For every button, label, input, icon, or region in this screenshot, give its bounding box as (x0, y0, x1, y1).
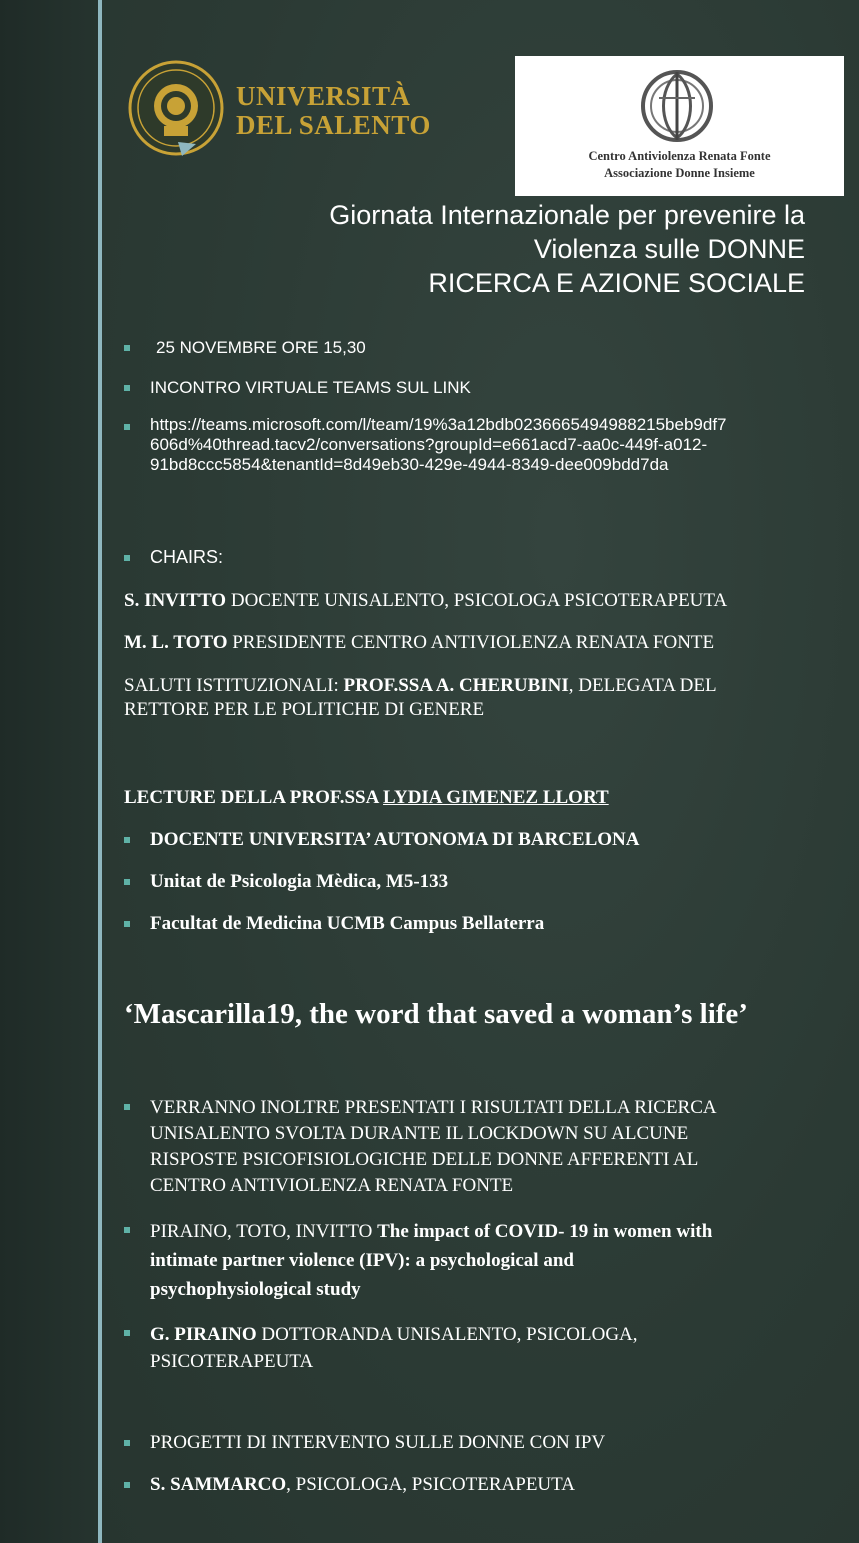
lecture-title: ‘Mascarilla19, the word that saved a woman’s life’ (124, 998, 748, 1030)
bullet-icon (124, 837, 130, 843)
teams-link[interactable] (150, 415, 727, 475)
university-seal-icon (128, 60, 224, 156)
left-stripe (0, 0, 100, 1543)
chair-2-name: M. L. TOTO (124, 632, 228, 653)
event-meeting: INCONTRO VIRTUALE TEAMS SUL LINK (150, 378, 471, 397)
lecture-speaker: LYDIA GIMENEZ LLORT (383, 787, 609, 808)
centro-name: Centro Antiviolenza Renata Fonte (588, 149, 771, 163)
greetings-role-line1: , DELEGATA DEL (568, 675, 717, 696)
chair-1 (124, 589, 727, 613)
greetings-prefix: SALUTI ISTITUZIONALI: (124, 675, 344, 696)
research-study-line3: psychophysiological study (150, 1279, 361, 1300)
bullet-icon (124, 1330, 130, 1336)
centro-emblem-icon (639, 68, 715, 144)
research-intro (150, 1095, 717, 1199)
chair-2-role: PRESIDENTE CENTRO ANTIVIOLENZA RENATA FONTE (227, 632, 715, 653)
projects-speaker-name: S. SAMMARCO (150, 1474, 287, 1495)
bullet-icon (124, 921, 130, 927)
chair-1-role: DOCENTE UNISALENTO, PSICOLOGA PSICOTERAPEUTA (226, 590, 728, 611)
centro-antiviolenza-logo (515, 56, 844, 196)
teams-link-line2: 606d%40thread.tacv2/conversations?groupId=e661acd7-aa0c-449f-a012- (150, 435, 708, 454)
research-study-line2: intimate partner violence (IPV): a psychological and (150, 1250, 574, 1271)
research-intro-line2: UNISALENTO SVOLTA DURANTE IL LOCKDOWN SU ALCUNE (150, 1123, 689, 1144)
university-name (236, 82, 431, 140)
research-intro-line3: RISPOSTE PSICOFISIOLOGICHE DELLE DONNE AFFERENTI AL (150, 1149, 699, 1170)
chair-1-name: S. INVITTO (124, 590, 227, 611)
teams-link-line3: 91bd8ccc5854&tenantId=8d49eb30-429e-4944-8349-dee009bdd7da (150, 455, 669, 474)
lecture-affiliation-1: DOCENTE UNIVERSITA’ AUTONOMA DI BARCELONA (150, 829, 640, 850)
research-intro-line1: VERRANNO INOLTRE PRESENTATI I RISULTATI DELLA RICERCA (150, 1097, 717, 1118)
teams-link-line1: https://teams.microsoft.com/l/team/19%3a12bdb0236665494988215beb9df7 (150, 415, 727, 434)
bullet-icon (124, 1227, 130, 1233)
bullet-icon (124, 385, 130, 391)
event-date: 25 NOVEMBRE ORE 15,30 (156, 338, 366, 357)
event-title-line1: Giornata Internazionale per prevenire la (329, 200, 805, 230)
bullet-icon (124, 345, 130, 351)
lecture-affiliation-2: Unitat de Psicologia Mèdica, M5-133 (150, 871, 449, 892)
research-speaker (150, 1321, 638, 1375)
university-name-line1: UNIVERSITÀ (236, 81, 411, 111)
bullet-icon (124, 424, 130, 430)
lecture-prefix: LECTURE DELLA PROF.SSA (124, 787, 384, 808)
research-speaker-name: G. PIRAINO (150, 1324, 257, 1345)
institutional-greetings (124, 674, 717, 722)
event-title-line3: RICERCA E AZIONE SOCIALE (428, 268, 805, 298)
research-intro-line4: CENTRO ANTIVIOLENZA RENATA FONTE (150, 1175, 514, 1196)
greetings-name: PROF.SSA A. CHERUBINI (343, 675, 569, 696)
bullet-icon (124, 555, 130, 561)
bullet-icon (124, 1104, 130, 1110)
lecture-affiliation-3: Facultat de Medicina UCMB Campus Bellaterra (150, 913, 545, 934)
research-study-line1: The impact of COVID- 19 in women with (377, 1221, 713, 1242)
lecture-heading (124, 786, 609, 810)
greetings-role-line2: RETTORE PER LE POLITICHE DI GENERE (124, 699, 485, 720)
bullet-icon (124, 1440, 130, 1446)
projects-speaker (150, 1473, 575, 1497)
research-study (150, 1217, 712, 1304)
bullet-icon (124, 879, 130, 885)
event-title-line2: Violenza sulle DONNE (533, 234, 805, 264)
research-speaker-role-line1: DOTTORANDA UNISALENTO, PSICOLOGA, (256, 1324, 638, 1345)
university-name-line2: DEL SALENTO (236, 110, 431, 140)
bullet-icon (124, 1482, 130, 1488)
research-authors: PIRAINO, TOTO, INVITTO (150, 1221, 378, 1242)
chairs-label: CHAIRS: (150, 547, 224, 567)
research-speaker-role-line2: PSICOTERAPEUTA (150, 1351, 314, 1372)
event-title (185, 198, 805, 300)
centro-association: Associazione Donne Insieme (604, 166, 755, 180)
chair-2 (124, 631, 714, 655)
unisalento-logo (128, 60, 431, 160)
centro-logo-text (515, 148, 844, 182)
projects-speaker-role: , PSICOLOGA, PSICOTERAPEUTA (286, 1474, 575, 1495)
projects-label: PROGETTI DI INTERVENTO SULLE DONNE CON IPV (150, 1432, 606, 1453)
